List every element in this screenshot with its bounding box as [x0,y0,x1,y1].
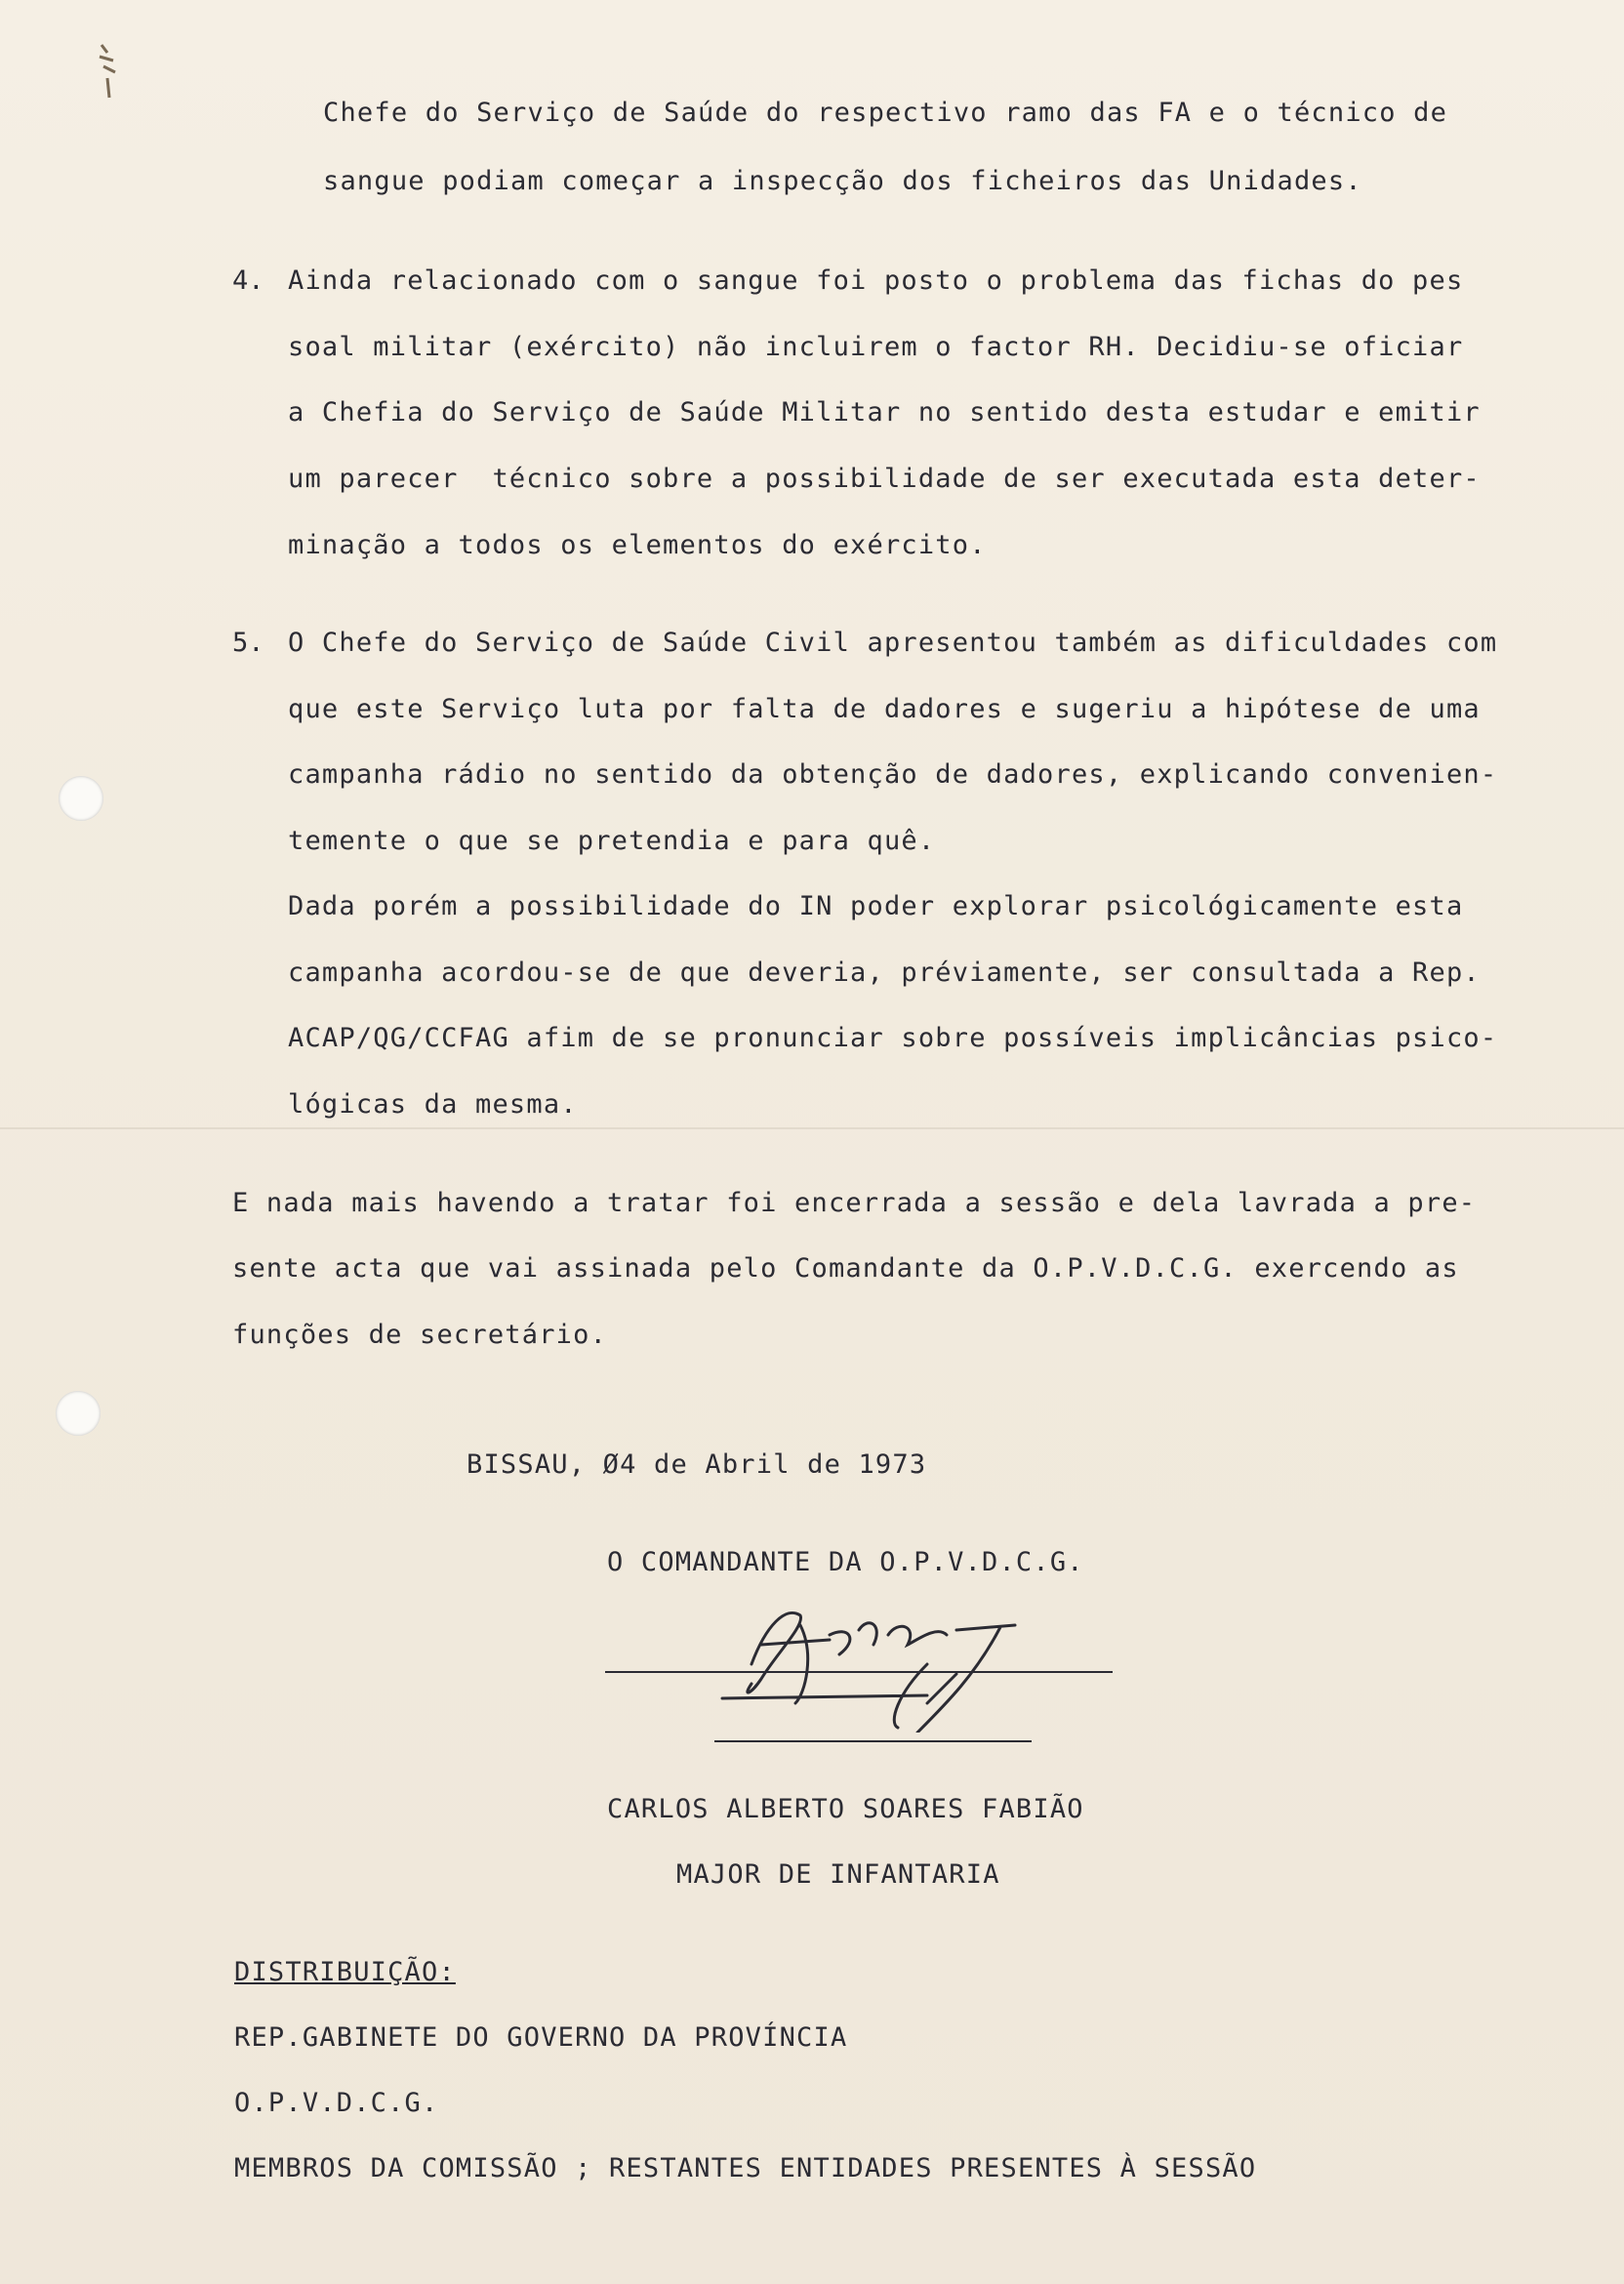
paragraph-line: sangue podiam começar a inspecção dos ficheiros das Unidades. [323,166,1362,196]
signatory-name: CARLOS ALBERTO SOARES FABIÃO [607,1794,1084,1824]
item4-line: minação a todos os elementos do exército. [288,530,987,560]
item5-line: lógicas da mesma. [288,1089,578,1120]
distribution-item: O.P.V.D.C.G. [234,2088,439,2118]
handwritten-signature [605,1586,1113,1733]
item4-line: a Chefia do Serviço de Saúde Militar no sentido desta estudar e emitir [288,397,1481,428]
signatory-rank: MAJOR DE INFANTARIA [676,1859,1000,1890]
closing-line: sente acta que vai assinada pelo Comandante da O.P.V.D.C.G. exercendo as [232,1253,1459,1284]
item4-line: soal militar (exército) não incluirem o factor RH. Decidiu-se oficiar [288,332,1464,362]
distribution-item: MEMBROS DA COMISSÃO ; RESTANTES ENTIDADES PRESENTES À SESSÃO [234,2153,1257,2183]
staple-mark [94,39,123,107]
item5-line: O Chefe do Serviço de Saúde Civil apresentou também as dificuldades com [288,628,1498,658]
item5-line: Dada porém a possibilidade do IN poder explorar psicológicamente esta [288,891,1464,921]
punch-hole-upper [59,776,103,821]
item5-line: campanha acordou-se de que deveria, préviamente, ser consultada a Rep. [288,958,1481,988]
item-number-4: 4. [232,265,264,296]
item5-line: campanha rádio no sentido da obtenção de dadores, explicando convenien- [288,759,1498,790]
distribution-item: REP.GABINETE DO GOVERNO DA PROVÍNCIA [234,2022,848,2053]
closing-line: funções de secretário. [232,1320,608,1350]
punch-hole-lower [56,1391,101,1436]
item5-line: temente o que se pretendia e para quê. [288,826,936,856]
paragraph-line: Chefe do Serviço de Saúde do respectivo ramo das FA e o técnico de [323,98,1448,128]
paper-fold [0,1127,1624,1129]
closing-line: E nada mais havendo a tratar foi encerrada a sessão e dela lavrada a pre- [232,1188,1477,1218]
distribution-heading: DISTRIBUIÇÃO: [234,1957,456,1987]
item4-line: um parecer técnico sobre a possibilidade de ser executada esta deter- [288,464,1481,494]
item5-line: ACAP/QG/CCFAG afim de se pronunciar sobre possíveis implicâncias psico- [288,1023,1498,1053]
signature-underline [714,1740,1032,1742]
date-line: BISSAU, Ø4 de Abril de 1973 [467,1449,927,1480]
item-number-5: 5. [232,628,264,658]
item5-line: que este Serviço luta por falta de dadores e sugeriu a hipótese de uma [288,694,1481,724]
item4-line: Ainda relacionado com o sangue foi posto o problema das fichas do pes [288,265,1464,296]
signatory-title: O COMANDANTE DA O.P.V.D.C.G. [607,1547,1084,1577]
